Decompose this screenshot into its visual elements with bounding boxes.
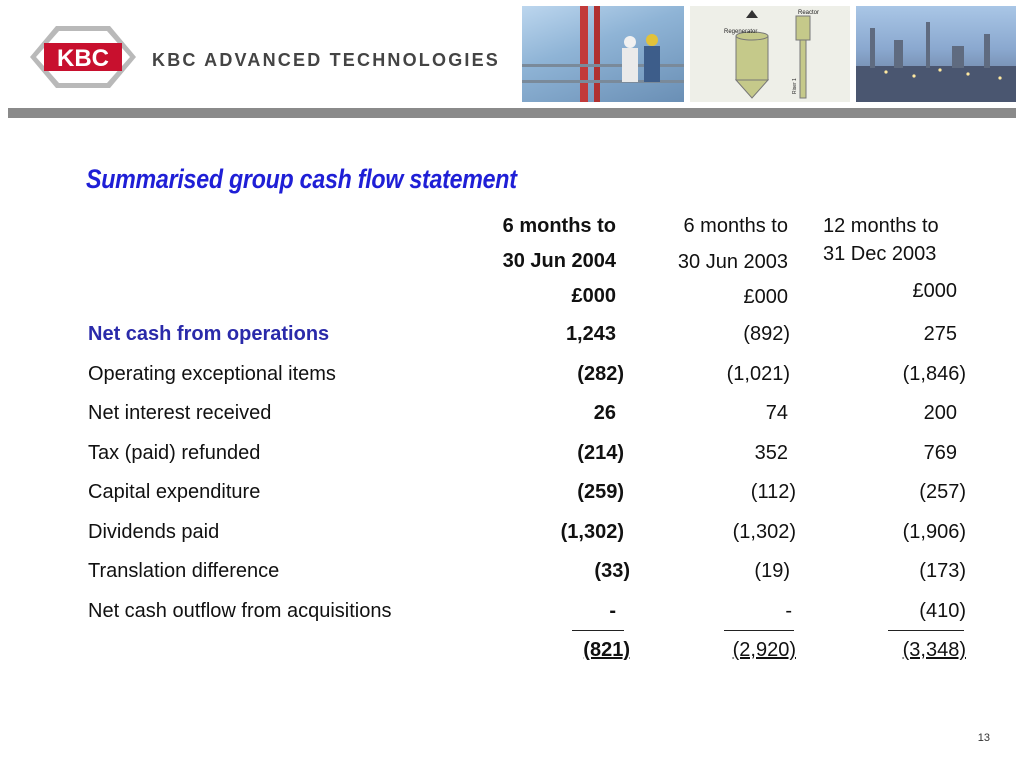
value-2004-row1: 1,243 bbox=[565, 323, 616, 345]
col-header-1-unit: £000 bbox=[571, 285, 616, 307]
photo-refinery bbox=[856, 6, 1016, 102]
col-header-2-line1: 6 months to bbox=[683, 215, 788, 237]
value-jun2003-row6: (1,302) bbox=[732, 521, 796, 543]
col-header-3-line2: 31 Dec 2003 bbox=[823, 243, 937, 265]
value-jun2003-row3: 74 bbox=[765, 402, 788, 424]
value-jun2003-row2: (1,021) bbox=[726, 363, 790, 385]
kbc-logo bbox=[28, 24, 138, 90]
value-dec2003-row1: 275 bbox=[923, 323, 957, 345]
header-divider-bar bbox=[8, 108, 1016, 118]
row-label-acquisitions: Net cash outflow from acquisitions bbox=[88, 600, 392, 622]
svg-text:Riser 1: Riser 1 bbox=[792, 78, 798, 94]
value-dec2003-row7: (173) bbox=[919, 560, 966, 582]
col-header-2-line2: 30 Jun 2003 bbox=[677, 251, 788, 273]
row-label-translation: Translation difference bbox=[88, 560, 280, 582]
value-2004-row3: 26 bbox=[593, 402, 616, 424]
row-label-dividends: Dividends paid bbox=[88, 521, 220, 543]
value-2004-row8: - bbox=[609, 600, 616, 622]
value-dec2003-row8: (410) bbox=[919, 600, 966, 622]
subtotal-rule-col1 bbox=[572, 630, 624, 631]
value-dec2003-row6: (1,906) bbox=[902, 521, 966, 543]
subtotal-rule-col2 bbox=[724, 630, 794, 631]
value-2004-row4: (214) bbox=[577, 442, 624, 464]
page-number: 13 bbox=[977, 732, 990, 744]
col-header-3-unit: £000 bbox=[912, 280, 957, 302]
total-dec2003: (3,348) bbox=[902, 639, 966, 661]
total-jun2003: (2,920) bbox=[732, 639, 796, 661]
value-2004-row7: (33) bbox=[594, 560, 630, 582]
col-header-1-line1: 6 months to bbox=[502, 215, 616, 237]
row-label-exceptional-items: Operating exceptional items bbox=[88, 363, 336, 385]
photo-engineers bbox=[522, 6, 684, 102]
value-2004-row6: (1,302) bbox=[560, 521, 624, 543]
value-jun2003-row8: - bbox=[785, 600, 792, 622]
subtotal-rule-col3 bbox=[888, 630, 964, 631]
col-header-2-unit: £000 bbox=[743, 286, 788, 308]
total-2004: (821) bbox=[583, 639, 630, 661]
value-jun2003-row7: (19) bbox=[754, 560, 790, 582]
value-dec2003-row3: 200 bbox=[923, 402, 957, 424]
value-jun2003-row4: 352 bbox=[754, 442, 788, 464]
row-label-tax: Tax (paid) refunded bbox=[88, 442, 261, 464]
value-jun2003-row1: (892) bbox=[743, 323, 790, 345]
value-jun2003-row5: (112) bbox=[750, 481, 796, 503]
col-header-1-line2: 30 Jun 2004 bbox=[502, 250, 616, 272]
value-2004-row5: (259) bbox=[577, 481, 624, 503]
company-name: KBC ADVANCED TECHNOLOGIES bbox=[152, 50, 501, 70]
row-label-capex: Capital expenditure bbox=[88, 481, 261, 503]
row-label-net-interest: Net interest received bbox=[88, 402, 272, 424]
value-dec2003-row4: 769 bbox=[923, 442, 957, 464]
svg-text:KBC: KBC bbox=[57, 45, 109, 72]
svg-text:Regenerator: Regenerator bbox=[724, 29, 758, 35]
diagram-regenerator-reactor bbox=[690, 6, 850, 102]
value-dec2003-row2: (1,846) bbox=[902, 363, 966, 385]
col-header-3-line1: 12 months to bbox=[823, 215, 939, 237]
page-title: Summarised group cash flow statement bbox=[86, 164, 517, 194]
value-2004-row2: (282) bbox=[577, 363, 624, 385]
value-dec2003-row5: (257) bbox=[919, 481, 966, 503]
row-label-net-cash-operations: Net cash from operations bbox=[88, 323, 330, 345]
svg-text:Reactor: Reactor bbox=[798, 10, 820, 16]
